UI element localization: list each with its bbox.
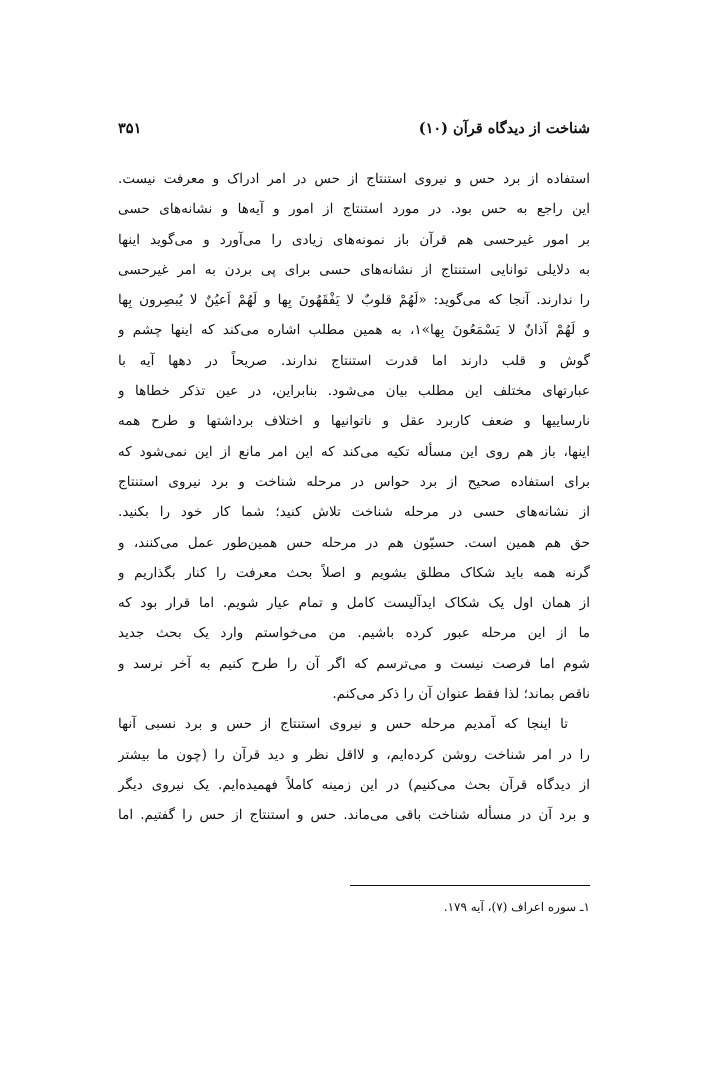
- text-line: گوش و قلب دارند اما قدرت استنتاج ندارند. صریحاً در دهها آیه با: [118, 352, 590, 369]
- text-line: ما از این مرحله عبور کرده باشیم. من می‌خواستم وارد یک بحث جدید: [118, 625, 590, 642]
- text-line: اینها، باز هم روی این مسأله تکیه می‌کند که این امر مانع از این نمی‌شود که: [118, 443, 590, 460]
- text-line: برای استفاده صحیح از برد حواس در مرحله شناخت و برد نیروی استنتاج: [118, 473, 590, 490]
- text-line: را ندارند. آنجا که می‌گوید: «لَهُمْ قلوبٌ لا یَفْقَهُونَ بِها و لَهُمْ اَعیُنٌ لا یُبصِرون بِها: [118, 292, 590, 309]
- text-line: و لَهُمْ آذانٌ لا یَسْمَعُونَ بِها»۱، به همین مطلب اشاره می‌کند که اینها چشم و: [118, 322, 590, 339]
- text-line: از دیدگاه قرآن بحث می‌کنیم) در این زمینه کاملاً فهمیده‌ایم. یک نیروی دیگر: [118, 776, 590, 793]
- paragraph-start-line: تا اینجا که آمدیم مرحله حس و نیروی استنتاج از حس و برد نسبی آنها: [118, 716, 568, 733]
- text-line: از همان اول یک شکاک ایدآلیست کامل و تمام عیار شویم. اما قرار بود که: [118, 595, 590, 612]
- text-line: به دلایلی توانایی استنتاج از نشانه‌های حسی برای پی بردن به امر غیرحسی: [118, 261, 590, 278]
- text-line: از نشانه‌های حسی در مرحله شناخت تلاش کنید؛ شما کار خود را بکنید.: [118, 504, 590, 521]
- page-number: ۳۵۱: [118, 120, 142, 137]
- footnote-separator: [350, 885, 590, 886]
- text-line: حق هم همین است. حسیّون هم در مرحله حس همین‌طور عمل می‌کنند، و: [118, 534, 590, 551]
- text-line: این راجع به حس بود. در مورد استنتاج از امور و آیه‌ها و نشانه‌های حسی: [118, 201, 590, 218]
- text-line: بر امور غیرحسی هم قرآن باز نمونه‌های زیادی را می‌آورد و می‌گوید اینها: [118, 231, 590, 248]
- running-header: [118, 120, 590, 148]
- text-line: شوم اما فرصت نیست و می‌ترسم که اگر آن را طرح کنیم به آخر نرسد و: [118, 655, 590, 672]
- text-line: استفاده از برد حس و نیروی استنتاج از حس در امر ادراک و معرفت نیست.: [118, 171, 590, 187]
- footnote: ۱ـ سوره اعراف (۷)، آیه ۱۷۹.: [443, 900, 590, 914]
- text-line: را در امر شناخت روشن کرده‌ایم، و لااقل نظر و دید قرآن را (چون ما بیشتر: [118, 746, 590, 763]
- text-line: نارساییها و ضعف کاربرد عقل و ناتوانیها و اختلاف برداشتها و طرح همه: [118, 413, 590, 430]
- running-title: شناخت از دیدگاه قرآن (۱۰): [418, 120, 590, 137]
- text-line: عبارتهای مختلف این مطلب بیان می‌شود. بنابراین، در عین تذکر خطاها و: [118, 383, 590, 400]
- paragraph-end-line: ناقص بماند؛ لذا فقط عنوان آن را ذکر می‌کنم.: [332, 686, 590, 703]
- text-line: گرنه همه باید شکاک مطلق بشویم و اصلاً بحث معرفت را کنار بگذاریم و: [118, 564, 590, 581]
- body-text: [118, 164, 590, 831]
- text-line: و برد آن در مسأله شناخت باقی می‌ماند. حس و استنتاج از حس را گفتیم. اما: [118, 807, 590, 824]
